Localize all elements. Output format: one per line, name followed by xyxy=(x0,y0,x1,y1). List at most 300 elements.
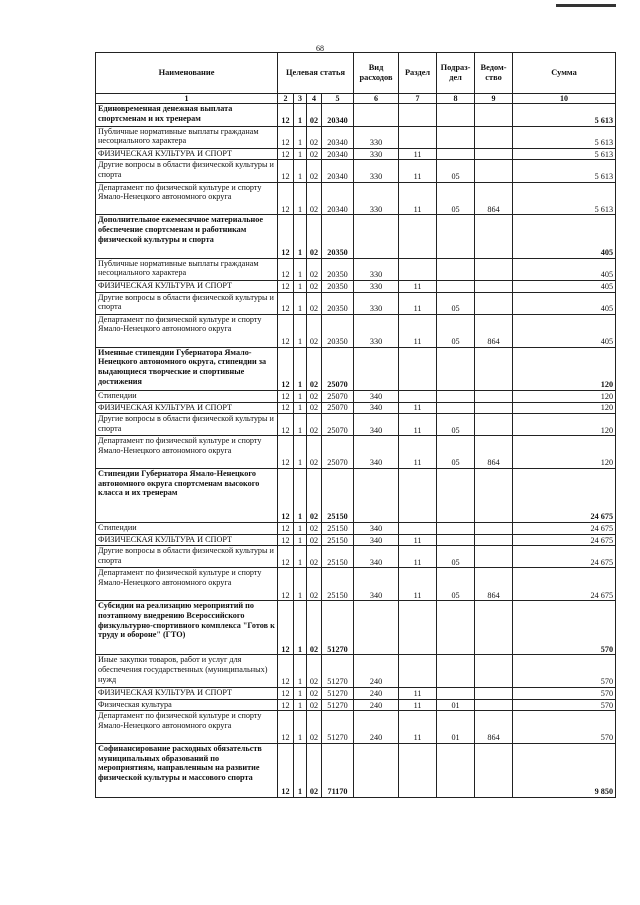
row-subsection xyxy=(437,402,475,414)
row-subsection xyxy=(437,469,475,523)
table-row xyxy=(96,347,616,390)
row-subsection: 01 xyxy=(437,711,475,744)
row-department: 864 xyxy=(475,568,513,601)
row-expense-type xyxy=(354,744,399,798)
row-target-main-activity: 02 xyxy=(307,280,322,292)
row-section: 11 xyxy=(399,711,437,744)
row-section xyxy=(399,347,437,390)
row-target-subprogram: 1 xyxy=(294,390,307,402)
row-name: Другие вопросы в области физической культуры и спорта xyxy=(96,292,278,314)
row-section: 11 xyxy=(399,546,437,568)
row-expense-type: 340 xyxy=(354,546,399,568)
row-name: ФИЗИЧЕСКАЯ КУЛЬТУРА И СПОРТ xyxy=(96,534,278,546)
row-amount: 570 xyxy=(513,711,616,744)
row-target-subprogram: 1 xyxy=(294,546,307,568)
row-department xyxy=(475,402,513,414)
row-department: 864 xyxy=(475,182,513,215)
row-target-main-activity: 02 xyxy=(307,534,322,546)
row-subsection: 05 xyxy=(437,292,475,314)
row-target-direction: 51270 xyxy=(322,688,354,700)
table-row xyxy=(96,390,616,402)
table-body xyxy=(96,104,616,798)
row-expense-type: 240 xyxy=(354,711,399,744)
row-expense-type: 340 xyxy=(354,436,399,469)
row-subsection xyxy=(437,655,475,688)
row-department xyxy=(475,414,513,436)
row-section xyxy=(399,390,437,402)
row-target-main-activity: 02 xyxy=(307,601,322,655)
row-expense-type: 240 xyxy=(354,699,399,711)
row-target-subprogram: 1 xyxy=(294,104,307,126)
row-expense-type: 330 xyxy=(354,258,399,280)
row-target-subprogram: 1 xyxy=(294,280,307,292)
row-subsection: 01 xyxy=(437,699,475,711)
row-target-direction: 25150 xyxy=(322,568,354,601)
row-section xyxy=(399,744,437,798)
row-amount: 24 675 xyxy=(513,469,616,523)
row-target-direction: 25150 xyxy=(322,534,354,546)
row-name: Департамент по физической культуре и спорту Ямало-Ненецкого автономного округа xyxy=(96,436,278,469)
row-target-direction: 20350 xyxy=(322,215,354,258)
row-expense-type: 330 xyxy=(354,314,399,347)
row-target-main-activity: 02 xyxy=(307,655,322,688)
row-amount: 24 675 xyxy=(513,534,616,546)
table-row xyxy=(96,546,616,568)
row-amount: 24 675 xyxy=(513,568,616,601)
budget-table xyxy=(95,52,616,798)
row-name: Стипендии xyxy=(96,523,278,535)
row-subsection xyxy=(437,347,475,390)
row-subsection: 05 xyxy=(437,182,475,215)
row-target-subprogram: 1 xyxy=(294,402,307,414)
row-target-subprogram: 1 xyxy=(294,523,307,535)
row-target-direction: 20340 xyxy=(322,182,354,215)
header-name: Наименование xyxy=(96,53,278,94)
row-subsection xyxy=(437,215,475,258)
row-subsection: 05 xyxy=(437,160,475,182)
row-target-main-activity: 02 xyxy=(307,568,322,601)
table-row xyxy=(96,104,616,126)
row-name: Публичные нормативные выплаты гражданам несоциального характера xyxy=(96,126,278,148)
row-department xyxy=(475,744,513,798)
row-subsection xyxy=(437,126,475,148)
row-section: 11 xyxy=(399,534,437,546)
row-target-program: 12 xyxy=(278,148,294,160)
table-row xyxy=(96,436,616,469)
row-target-subprogram: 1 xyxy=(294,292,307,314)
row-name: Дополнительное ежемесячное материальное обеспечение спортсменам и работникам физической культуры и спорта xyxy=(96,215,278,258)
row-section xyxy=(399,601,437,655)
row-target-main-activity: 02 xyxy=(307,292,322,314)
row-target-program: 12 xyxy=(278,655,294,688)
row-subsection: 05 xyxy=(437,546,475,568)
row-subsection xyxy=(437,523,475,535)
row-department xyxy=(475,699,513,711)
row-department xyxy=(475,469,513,523)
row-target-main-activity: 02 xyxy=(307,402,322,414)
row-target-main-activity: 02 xyxy=(307,314,322,347)
row-expense-type: 340 xyxy=(354,534,399,546)
row-amount: 120 xyxy=(513,414,616,436)
table-row xyxy=(96,414,616,436)
table-row xyxy=(96,523,616,535)
row-target-subprogram: 1 xyxy=(294,711,307,744)
row-amount: 405 xyxy=(513,258,616,280)
row-target-program: 12 xyxy=(278,711,294,744)
row-amount: 120 xyxy=(513,436,616,469)
row-section: 11 xyxy=(399,148,437,160)
column-number: 3 xyxy=(294,94,307,104)
row-name: Департамент по физической культуре и спорту Ямало-Ненецкого автономного округа xyxy=(96,711,278,744)
row-target-subprogram: 1 xyxy=(294,314,307,347)
row-target-direction: 51270 xyxy=(322,655,354,688)
table-row xyxy=(96,534,616,546)
table-row xyxy=(96,292,616,314)
row-section xyxy=(399,126,437,148)
column-number: 7 xyxy=(399,94,437,104)
row-department: 864 xyxy=(475,436,513,469)
row-amount: 24 675 xyxy=(513,546,616,568)
row-amount: 405 xyxy=(513,280,616,292)
row-target-program: 12 xyxy=(278,436,294,469)
row-name: Стипендии xyxy=(96,390,278,402)
row-target-program: 12 xyxy=(278,568,294,601)
row-amount: 5 613 xyxy=(513,104,616,126)
table-row xyxy=(96,744,616,798)
column-number: 10 xyxy=(513,94,616,104)
row-target-program: 12 xyxy=(278,688,294,700)
row-target-main-activity: 02 xyxy=(307,546,322,568)
table-row xyxy=(96,314,616,347)
row-name: Субсидии на реализацию мероприятий по поэтапному внедрению Всероссийского физкультурно-спортивного комплекса "Готов к труду и обороне" (ГТО) xyxy=(96,601,278,655)
row-amount: 5 613 xyxy=(513,126,616,148)
table-row xyxy=(96,258,616,280)
row-target-direction: 25150 xyxy=(322,546,354,568)
row-subsection xyxy=(437,534,475,546)
row-target-program: 12 xyxy=(278,534,294,546)
row-target-subprogram: 1 xyxy=(294,601,307,655)
row-target-subprogram: 1 xyxy=(294,126,307,148)
row-expense-type: 330 xyxy=(354,160,399,182)
row-expense-type: 340 xyxy=(354,414,399,436)
row-section: 11 xyxy=(399,414,437,436)
row-name: Другие вопросы в области физической культуры и спорта xyxy=(96,546,278,568)
row-section xyxy=(399,258,437,280)
table-row xyxy=(96,655,616,688)
row-expense-type: 340 xyxy=(354,568,399,601)
row-target-program: 12 xyxy=(278,292,294,314)
row-target-program: 12 xyxy=(278,104,294,126)
row-target-subprogram: 1 xyxy=(294,148,307,160)
header-target-article: Целевая статья xyxy=(278,53,354,94)
row-target-program: 12 xyxy=(278,699,294,711)
table-row xyxy=(96,160,616,182)
row-target-direction: 25070 xyxy=(322,390,354,402)
row-section: 11 xyxy=(399,160,437,182)
row-target-subprogram: 1 xyxy=(294,655,307,688)
row-amount: 5 613 xyxy=(513,160,616,182)
row-name: Именные стипендии Губернатора Ямало-Ненецкого автономного округа, стипендии за выдающиеся творческие и спортивные достижения xyxy=(96,347,278,390)
row-amount: 405 xyxy=(513,292,616,314)
header-subsection: Подраз-дел xyxy=(437,53,475,94)
table-row xyxy=(96,126,616,148)
row-subsection: 05 xyxy=(437,414,475,436)
column-number: 1 xyxy=(96,94,278,104)
row-section: 11 xyxy=(399,182,437,215)
row-department xyxy=(475,688,513,700)
row-section: 11 xyxy=(399,280,437,292)
row-target-main-activity: 02 xyxy=(307,215,322,258)
row-expense-type xyxy=(354,104,399,126)
row-target-subprogram: 1 xyxy=(294,568,307,601)
row-section: 11 xyxy=(399,314,437,347)
row-section xyxy=(399,215,437,258)
column-number: 9 xyxy=(475,94,513,104)
column-number: 6 xyxy=(354,94,399,104)
row-target-main-activity: 02 xyxy=(307,182,322,215)
row-amount: 5 613 xyxy=(513,182,616,215)
row-amount: 405 xyxy=(513,314,616,347)
row-target-direction: 71170 xyxy=(322,744,354,798)
row-target-main-activity: 02 xyxy=(307,414,322,436)
row-department xyxy=(475,655,513,688)
row-target-direction: 25070 xyxy=(322,347,354,390)
row-name: Публичные нормативные выплаты гражданам несоциального характера xyxy=(96,258,278,280)
table-row xyxy=(96,688,616,700)
row-name: Иные закупки товаров, работ и услуг для обеспечения государственных (муниципальных) нужд xyxy=(96,655,278,688)
row-name: Департамент по физической культуре и спорту Ямало-Ненецкого автономного округа xyxy=(96,314,278,347)
row-target-direction: 51270 xyxy=(322,711,354,744)
row-name: Департамент по физической культуре и спорту Ямало-Ненецкого автономного округа xyxy=(96,568,278,601)
row-name: Другие вопросы в области физической культуры и спорта xyxy=(96,160,278,182)
row-subsection xyxy=(437,390,475,402)
row-section xyxy=(399,104,437,126)
row-target-main-activity: 02 xyxy=(307,160,322,182)
row-target-program: 12 xyxy=(278,215,294,258)
row-target-subprogram: 1 xyxy=(294,469,307,523)
row-target-main-activity: 02 xyxy=(307,711,322,744)
row-amount: 570 xyxy=(513,699,616,711)
table-row xyxy=(96,215,616,258)
row-expense-type xyxy=(354,601,399,655)
row-target-main-activity: 02 xyxy=(307,104,322,126)
row-target-program: 12 xyxy=(278,601,294,655)
row-target-subprogram: 1 xyxy=(294,688,307,700)
row-target-program: 12 xyxy=(278,414,294,436)
table-row xyxy=(96,402,616,414)
row-subsection xyxy=(437,744,475,798)
row-department xyxy=(475,148,513,160)
column-number: 2 xyxy=(278,94,294,104)
row-target-program: 12 xyxy=(278,390,294,402)
row-target-direction: 20340 xyxy=(322,148,354,160)
row-target-direction: 25150 xyxy=(322,523,354,535)
row-amount: 9 850 xyxy=(513,744,616,798)
row-name: Стипендии Губернатора Ямало-Ненецкого автономного округа спортсменам высокого класса и их тренерам xyxy=(96,469,278,523)
row-amount: 405 xyxy=(513,215,616,258)
row-department xyxy=(475,126,513,148)
row-target-direction: 20350 xyxy=(322,314,354,347)
table-row xyxy=(96,699,616,711)
row-target-program: 12 xyxy=(278,280,294,292)
row-department xyxy=(475,523,513,535)
row-section: 11 xyxy=(399,699,437,711)
row-name: Другие вопросы в области физической культуры и спорта xyxy=(96,414,278,436)
header-section: Раздел xyxy=(399,53,437,94)
row-target-program: 12 xyxy=(278,546,294,568)
row-target-program: 12 xyxy=(278,314,294,347)
row-expense-type: 330 xyxy=(354,292,399,314)
row-amount: 5 613 xyxy=(513,148,616,160)
row-amount: 24 675 xyxy=(513,523,616,535)
row-subsection xyxy=(437,688,475,700)
column-number: 4 xyxy=(307,94,322,104)
row-subsection: 05 xyxy=(437,436,475,469)
header-amount: Сумма xyxy=(513,53,616,94)
row-expense-type: 340 xyxy=(354,402,399,414)
row-expense-type: 240 xyxy=(354,655,399,688)
row-name: Единовременная денежная выплата спортсменам и их тренерам xyxy=(96,104,278,126)
row-department xyxy=(475,280,513,292)
column-number: 8 xyxy=(437,94,475,104)
row-target-main-activity: 02 xyxy=(307,469,322,523)
row-target-direction: 20340 xyxy=(322,160,354,182)
row-target-program: 12 xyxy=(278,160,294,182)
table-row xyxy=(96,182,616,215)
row-expense-type: 330 xyxy=(354,182,399,215)
row-target-direction: 20340 xyxy=(322,126,354,148)
table-row xyxy=(96,711,616,744)
row-expense-type: 340 xyxy=(354,390,399,402)
header-row xyxy=(96,53,616,94)
row-target-subprogram: 1 xyxy=(294,160,307,182)
row-target-direction: 20350 xyxy=(322,292,354,314)
row-target-subprogram: 1 xyxy=(294,699,307,711)
row-target-subprogram: 1 xyxy=(294,534,307,546)
page-number: 68 xyxy=(316,44,324,53)
row-target-main-activity: 02 xyxy=(307,699,322,711)
row-target-program: 12 xyxy=(278,347,294,390)
scan-corner-mark xyxy=(556,4,616,7)
row-section xyxy=(399,655,437,688)
row-target-program: 12 xyxy=(278,182,294,215)
row-subsection xyxy=(437,148,475,160)
row-expense-type: 330 xyxy=(354,280,399,292)
row-department: 864 xyxy=(475,711,513,744)
row-target-program: 12 xyxy=(278,744,294,798)
row-target-program: 12 xyxy=(278,469,294,523)
row-amount: 570 xyxy=(513,601,616,655)
row-name: ФИЗИЧЕСКАЯ КУЛЬТУРА И СПОРТ xyxy=(96,148,278,160)
row-subsection: 05 xyxy=(437,568,475,601)
header-department: Ведом-ство xyxy=(475,53,513,94)
row-name: ФИЗИЧЕСКАЯ КУЛЬТУРА И СПОРТ xyxy=(96,402,278,414)
row-target-direction: 20340 xyxy=(322,104,354,126)
row-name: ФИЗИЧЕСКАЯ КУЛЬТУРА И СПОРТ xyxy=(96,688,278,700)
row-amount: 570 xyxy=(513,688,616,700)
row-target-subprogram: 1 xyxy=(294,744,307,798)
row-expense-type xyxy=(354,215,399,258)
row-subsection xyxy=(437,104,475,126)
row-name: Департамент по физической культуре и спорту Ямало-Ненецкого автономного округа xyxy=(96,182,278,215)
table-row xyxy=(96,568,616,601)
row-department xyxy=(475,160,513,182)
row-expense-type: 330 xyxy=(354,148,399,160)
row-subsection xyxy=(437,258,475,280)
row-department xyxy=(475,534,513,546)
row-section: 11 xyxy=(399,436,437,469)
row-expense-type: 240 xyxy=(354,688,399,700)
row-amount: 120 xyxy=(513,402,616,414)
row-department xyxy=(475,601,513,655)
row-section: 11 xyxy=(399,402,437,414)
row-amount: 120 xyxy=(513,390,616,402)
row-target-main-activity: 02 xyxy=(307,523,322,535)
row-target-direction: 25070 xyxy=(322,402,354,414)
row-target-main-activity: 02 xyxy=(307,390,322,402)
row-department: 864 xyxy=(475,314,513,347)
row-target-main-activity: 02 xyxy=(307,744,322,798)
row-expense-type: 330 xyxy=(354,126,399,148)
row-section: 11 xyxy=(399,292,437,314)
row-target-direction: 51270 xyxy=(322,699,354,711)
row-name: ФИЗИЧЕСКАЯ КУЛЬТУРА И СПОРТ xyxy=(96,280,278,292)
row-target-direction: 51270 xyxy=(322,601,354,655)
row-department xyxy=(475,292,513,314)
row-target-program: 12 xyxy=(278,126,294,148)
row-target-direction: 20350 xyxy=(322,280,354,292)
row-department xyxy=(475,215,513,258)
row-target-subprogram: 1 xyxy=(294,436,307,469)
row-section: 11 xyxy=(399,688,437,700)
row-section xyxy=(399,469,437,523)
table-row xyxy=(96,280,616,292)
row-target-program: 12 xyxy=(278,523,294,535)
row-target-main-activity: 02 xyxy=(307,436,322,469)
row-section xyxy=(399,523,437,535)
table-row xyxy=(96,469,616,523)
row-target-subprogram: 1 xyxy=(294,215,307,258)
row-target-direction: 25150 xyxy=(322,469,354,523)
row-target-main-activity: 02 xyxy=(307,148,322,160)
row-section: 11 xyxy=(399,568,437,601)
row-name: Физическая культура xyxy=(96,699,278,711)
row-target-subprogram: 1 xyxy=(294,414,307,436)
row-target-direction: 25070 xyxy=(322,414,354,436)
row-amount: 120 xyxy=(513,347,616,390)
row-target-main-activity: 02 xyxy=(307,347,322,390)
row-target-direction: 20350 xyxy=(322,258,354,280)
row-target-main-activity: 02 xyxy=(307,688,322,700)
row-name: Софинансирование расходных обязательств муниципальных образований по мероприятиям, направленным на развитие физической культуры и массового спорта xyxy=(96,744,278,798)
row-department xyxy=(475,104,513,126)
row-subsection xyxy=(437,601,475,655)
row-department xyxy=(475,347,513,390)
column-number: 5 xyxy=(322,94,354,104)
row-target-direction: 25070 xyxy=(322,436,354,469)
column-number-row xyxy=(96,94,616,104)
header-expense-type: Вид расходов xyxy=(354,53,399,94)
row-target-program: 12 xyxy=(278,258,294,280)
row-target-subprogram: 1 xyxy=(294,258,307,280)
row-subsection: 05 xyxy=(437,314,475,347)
row-expense-type xyxy=(354,347,399,390)
row-department xyxy=(475,258,513,280)
row-target-program: 12 xyxy=(278,402,294,414)
row-target-main-activity: 02 xyxy=(307,126,322,148)
row-target-main-activity: 02 xyxy=(307,258,322,280)
row-department xyxy=(475,546,513,568)
